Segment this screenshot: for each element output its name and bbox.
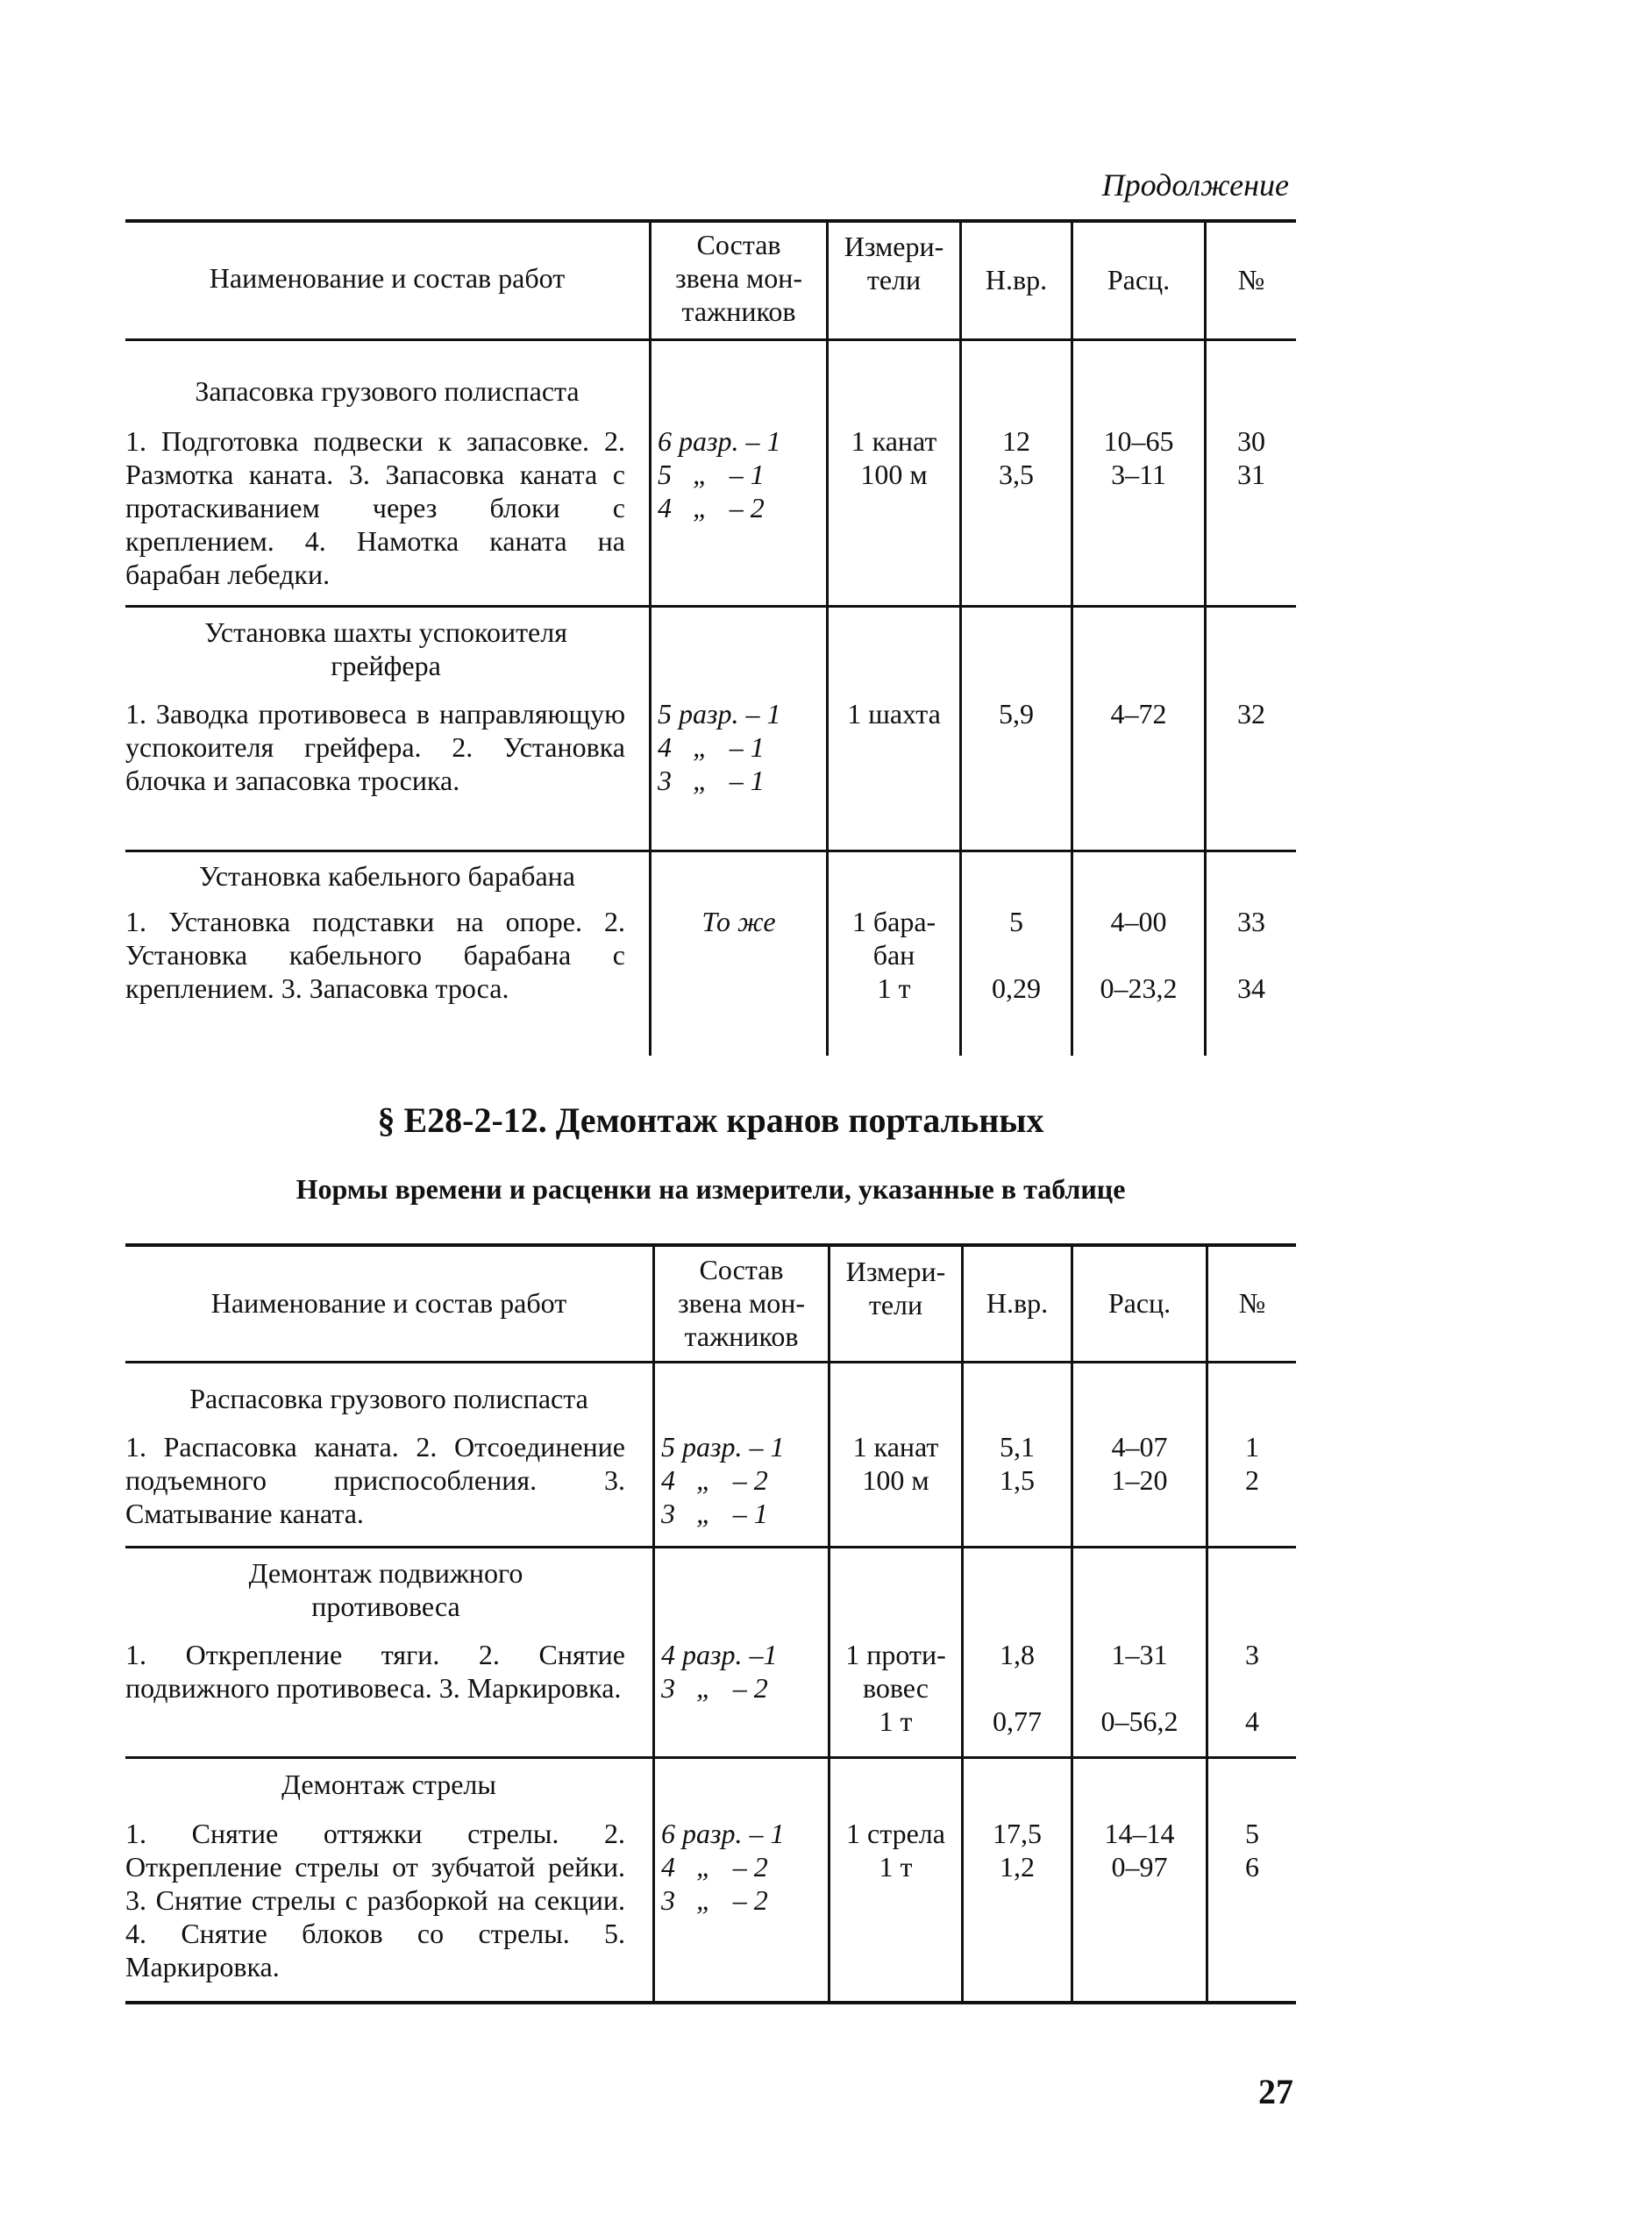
row-crew: 5 разр. – 1 4 „ – 2 3 „ – 1 (661, 1431, 785, 1529)
header-rate: Расц. (1107, 264, 1171, 295)
row-units: 1 бара- бан 1 т (851, 906, 936, 1004)
row-units: 1 шахта (847, 698, 941, 730)
header-name: Наименование и состав работ (209, 262, 566, 294)
row-times: 1,8 0,77 (993, 1639, 1042, 1737)
row-rates: 4–72 (1110, 698, 1167, 730)
row-description: 1. Установка подставки на опоре. 2. Установка кабельного барабана с креплением. 3. Запасовка троса. (125, 906, 625, 1004)
row-rates: 4–07 1–20 (1111, 1431, 1168, 1496)
row-units: 1 стрела 1 т (846, 1818, 945, 1883)
header-units: Измери- тели (845, 1256, 946, 1320)
row-nums: 1 2 (1245, 1431, 1259, 1496)
row-nums: 5 6 (1245, 1818, 1259, 1883)
row-description: 1. Распасовка каната. 2. Отсоединение подъемного приспособления. 3. Сматывание каната. (125, 1431, 625, 1529)
continuation-label: Продолжение (1101, 167, 1289, 203)
header-time: Н.вр. (986, 1287, 1049, 1319)
row-rates: 14–14 0–97 (1104, 1818, 1175, 1883)
row-title: Запасовка грузового полиспаста (195, 375, 580, 407)
row-nums: 32 (1237, 698, 1265, 730)
row-description: 1. Открепление тяги. 2. Снятие подвижного противовеса. 3. Маркировка. (125, 1639, 625, 1704)
row-crew: 6 разр. – 1 5 „ – 1 4 „ – 2 (658, 425, 781, 523)
row-crew: 6 разр. – 1 4 „ – 2 3 „ – 2 (661, 1818, 785, 1916)
header-units: Измери- тели (844, 231, 944, 295)
row-title: Демонтаж подвижного противовеса (248, 1557, 523, 1622)
row-units: 1 проти- вовес 1 т (845, 1639, 946, 1737)
row-title: Установка шахты успокоителя грейфера (204, 616, 567, 681)
row-crew: То же (701, 906, 776, 937)
row-rates: 10–65 3–11 (1103, 425, 1174, 490)
row-rates: 4–00 0–23,2 (1100, 906, 1178, 1004)
header-crew: Состав звена мон- тажников (674, 229, 803, 327)
row-rates: 1–31 0–56,2 (1100, 1639, 1178, 1737)
row-times: 5,1 1,5 (1000, 1431, 1035, 1496)
row-crew: 4 разр. –1 3 „ – 2 (661, 1639, 778, 1704)
row-nums: 30 31 (1237, 425, 1265, 490)
row-times: 5 0,29 (992, 906, 1041, 1004)
row-description: 1. Заводка противовеса в направляющую успокоителя грейфера. 2. Установка блочка и запасовка тросика. (125, 698, 625, 796)
row-times: 17,5 1,2 (993, 1818, 1042, 1883)
header-time: Н.вр. (985, 264, 1048, 295)
section-subtitle: Нормы времени и расценки на измерители, указанные в таблице (296, 1173, 1126, 1205)
row-title: Демонтаж стрелы (281, 1769, 496, 1800)
row-times: 12 3,5 (999, 425, 1034, 490)
row-units: 1 канат 100 м (851, 425, 937, 490)
row-description: 1. Снятие оттяжки стрелы. 2. Открепление стрелы от зубчатой рейки. 3. Снятие стрелы с разборкой на секции. 4. Снятие блоков со стрелы. 5. Маркировка. (125, 1818, 625, 1982)
header-num: № (1237, 264, 1265, 295)
row-units: 1 канат 100 м (852, 1431, 939, 1496)
row-crew: 5 разр. – 1 4 „ – 1 3 „ – 1 (658, 698, 781, 796)
header-crew: Состав звена мон- тажников (677, 1254, 806, 1352)
header-rate: Расц. (1107, 1287, 1171, 1319)
row-times: 5,9 (999, 698, 1034, 730)
row-title: Распасовка грузового полиспаста (189, 1383, 588, 1414)
row-nums: 3 4 (1245, 1639, 1259, 1737)
header-name: Наименование и состав работ (210, 1287, 567, 1319)
row-title: Установка кабельного барабана (199, 860, 575, 892)
header-num: № (1238, 1287, 1266, 1319)
row-nums: 33 34 (1237, 906, 1265, 1004)
section-title: § Е28-2-12. Демонтаж кранов портальных (377, 1100, 1044, 1140)
page-number: 27 (1258, 2072, 1293, 2111)
row-description: 1. Подготовка подвески к запасовке. 2. Размотка каната. 3. Запасовка каната с протаскиванием через блоки с креплением. 4. Намотка каната на барабан лебедки. (125, 425, 625, 590)
